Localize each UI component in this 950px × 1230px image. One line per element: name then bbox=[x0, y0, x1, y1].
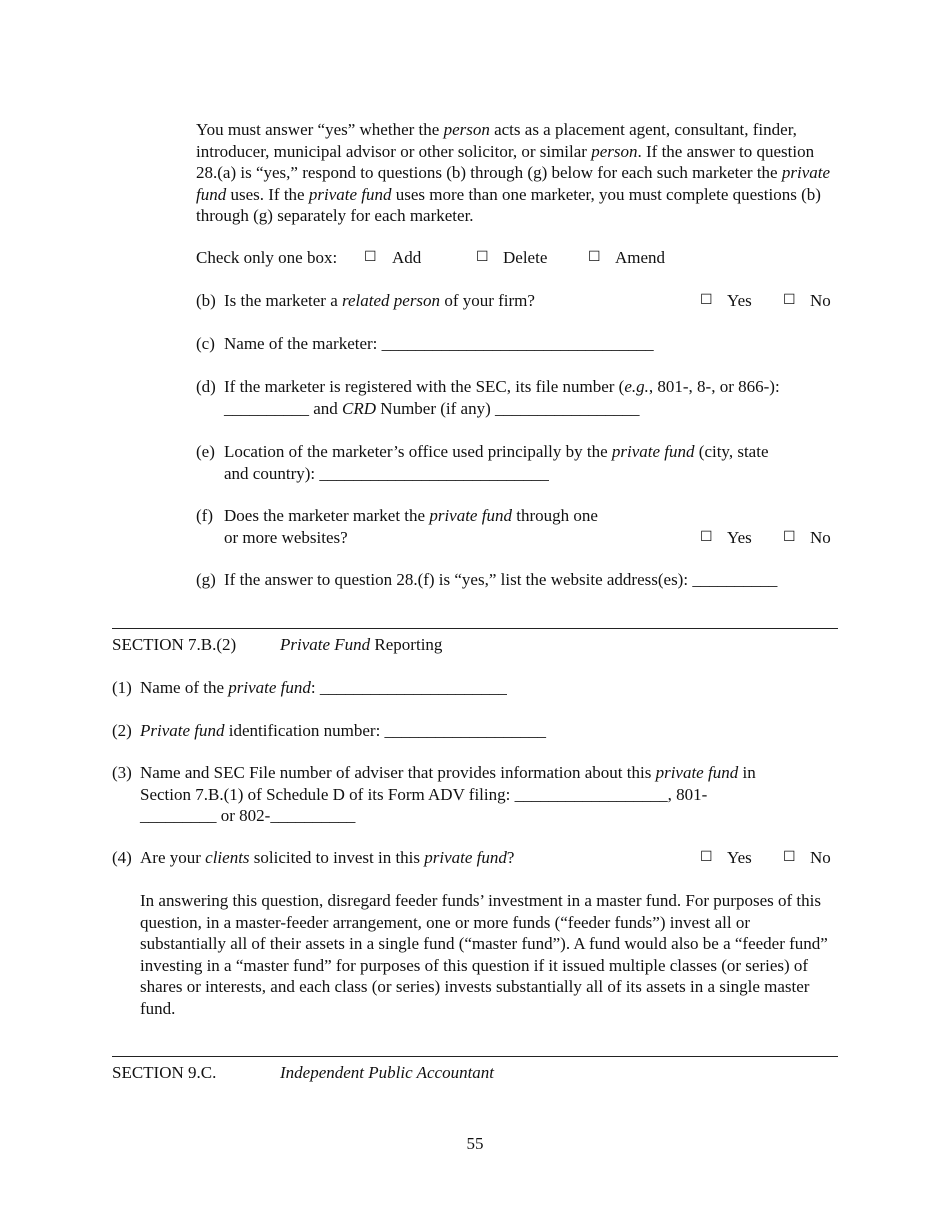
question-e bbox=[196, 441, 836, 485]
question-f-number: (f) bbox=[196, 506, 213, 525]
section-9c-heading bbox=[112, 1062, 838, 1084]
question-d bbox=[196, 376, 836, 420]
question-b-yes-checkbox[interactable]: ☐ bbox=[700, 292, 713, 308]
question-4-yes-checkbox[interactable]: ☐ bbox=[700, 849, 713, 865]
question-e-line2[interactable]: and country): ___________________________ bbox=[224, 463, 549, 483]
question-b bbox=[196, 290, 836, 312]
question-f-no-label: No bbox=[810, 527, 831, 547]
question-g-text[interactable]: If the answer to question 28.(f) is “yes,” list the website address(es): __________ bbox=[224, 570, 778, 589]
question-4-no-label: No bbox=[810, 848, 831, 867]
question-4-number: (4) bbox=[112, 848, 132, 867]
amend-label: Amend bbox=[615, 248, 666, 267]
question-4-no-checkbox[interactable]: ☐ bbox=[783, 849, 796, 865]
question-b-text: Is the marketer a related person of your firm? bbox=[224, 291, 535, 310]
section-7b2-title: Private Fund Reporting bbox=[280, 635, 443, 654]
amend-checkbox[interactable]: ☐ bbox=[588, 249, 601, 265]
section-divider bbox=[112, 628, 838, 629]
question-f-no-checkbox[interactable]: ☐ bbox=[783, 528, 796, 545]
question-4-text: Are your clients solicited to invest in this private fund? bbox=[140, 848, 515, 867]
question-1-text[interactable]: Name of the private fund: ______________________ bbox=[140, 678, 507, 697]
delete-label: Delete bbox=[503, 248, 548, 267]
delete-checkbox[interactable]: ☐ bbox=[476, 249, 489, 265]
question-2-text[interactable]: Private fund identification number: ___________________ bbox=[140, 721, 547, 740]
question-b-no-checkbox[interactable]: ☐ bbox=[783, 292, 796, 308]
question-e-number: (e) bbox=[196, 442, 215, 461]
question-4-note: In answering this question, disregard feeder funds’ investment in a master fund. For purposes of this question, in a master-feeder arrangement, one or more funds (“feeder funds”) invest all or substantially all of their assets in a single fund (“master fund”). A fund would also be a “feeder fund” investing in a “master fund” for purposes of this question if it issued multiple classes (or series) of shares or interests, and each class (or series) invests substantially all of its assets in a single master fund. bbox=[140, 891, 828, 1018]
question-b-yes-label: Yes bbox=[727, 291, 752, 310]
question-3-line2[interactable]: Section 7.B.(1) of Schedule D of its Form ADV filing: __________________, 801- bbox=[140, 784, 708, 804]
question-1 bbox=[112, 677, 838, 699]
question-c bbox=[196, 333, 836, 355]
section-7b2-number: SECTION 7.B.(2) bbox=[112, 635, 237, 654]
question-b-no-label: No bbox=[810, 291, 831, 310]
question-4 bbox=[112, 847, 838, 869]
question-e-line1: Location of the marketer’s office used principally by the private fund (city, state bbox=[224, 442, 769, 461]
question-g-number: (g) bbox=[196, 570, 216, 589]
question-f bbox=[196, 505, 836, 549]
question-f-yes-label: Yes bbox=[727, 527, 752, 547]
question-3-line3[interactable]: _________ or 802-__________ bbox=[140, 806, 356, 825]
question-1-number: (1) bbox=[112, 678, 132, 697]
question-3-number: (3) bbox=[112, 763, 132, 782]
question-f-yes-checkbox[interactable]: ☐ bbox=[700, 528, 713, 545]
question-g bbox=[196, 569, 836, 591]
question-2 bbox=[112, 720, 838, 742]
question-3 bbox=[112, 762, 838, 828]
add-label: Add bbox=[392, 248, 422, 267]
question-c-number: (c) bbox=[196, 334, 215, 353]
section-9c-number: SECTION 9.C. bbox=[112, 1063, 217, 1082]
section-divider bbox=[112, 1056, 838, 1057]
question-c-text[interactable]: Name of the marketer: ________________________________ bbox=[224, 334, 654, 353]
question-b-number: (b) bbox=[196, 291, 216, 310]
question-d-number: (d) bbox=[196, 377, 216, 396]
question-f-line2: or more websites? bbox=[224, 527, 348, 547]
question-d-line2[interactable]: __________ and CRD Number (if any) _________________ bbox=[224, 398, 640, 418]
section-7b2-heading bbox=[112, 634, 838, 656]
page-number: 55 bbox=[466, 1134, 484, 1153]
question-2-number: (2) bbox=[112, 721, 132, 740]
question-4-yes-label: Yes bbox=[727, 848, 752, 867]
add-checkbox[interactable]: ☐ bbox=[364, 249, 377, 265]
check-only-one-box-row bbox=[196, 247, 836, 269]
section-9c-title: Independent Public Accountant bbox=[280, 1063, 495, 1082]
question-f-line1: Does the marketer market the private fund through one bbox=[224, 506, 598, 525]
question-3-line1: Name and SEC File number of adviser that provides information about this private fund in bbox=[140, 763, 756, 782]
question-d-line1: If the marketer is registered with the SEC, its file number (e.g., 801-, 8-, or 866-): bbox=[224, 377, 780, 396]
intro-paragraph: You must answer “yes” whether the person acts as a placement agent, consultant, finder, introducer, municipal advisor or other solicitor, or similar person. If the answer to question 28.(a) is “yes,” respond to questions (b) through (g) below for each such marketer the private fund uses. If the private fund uses more than one marketer, you must complete questions (b) through (g) separately for each marketer. bbox=[196, 120, 831, 225]
check-box-label: Check only one box: bbox=[196, 248, 338, 267]
